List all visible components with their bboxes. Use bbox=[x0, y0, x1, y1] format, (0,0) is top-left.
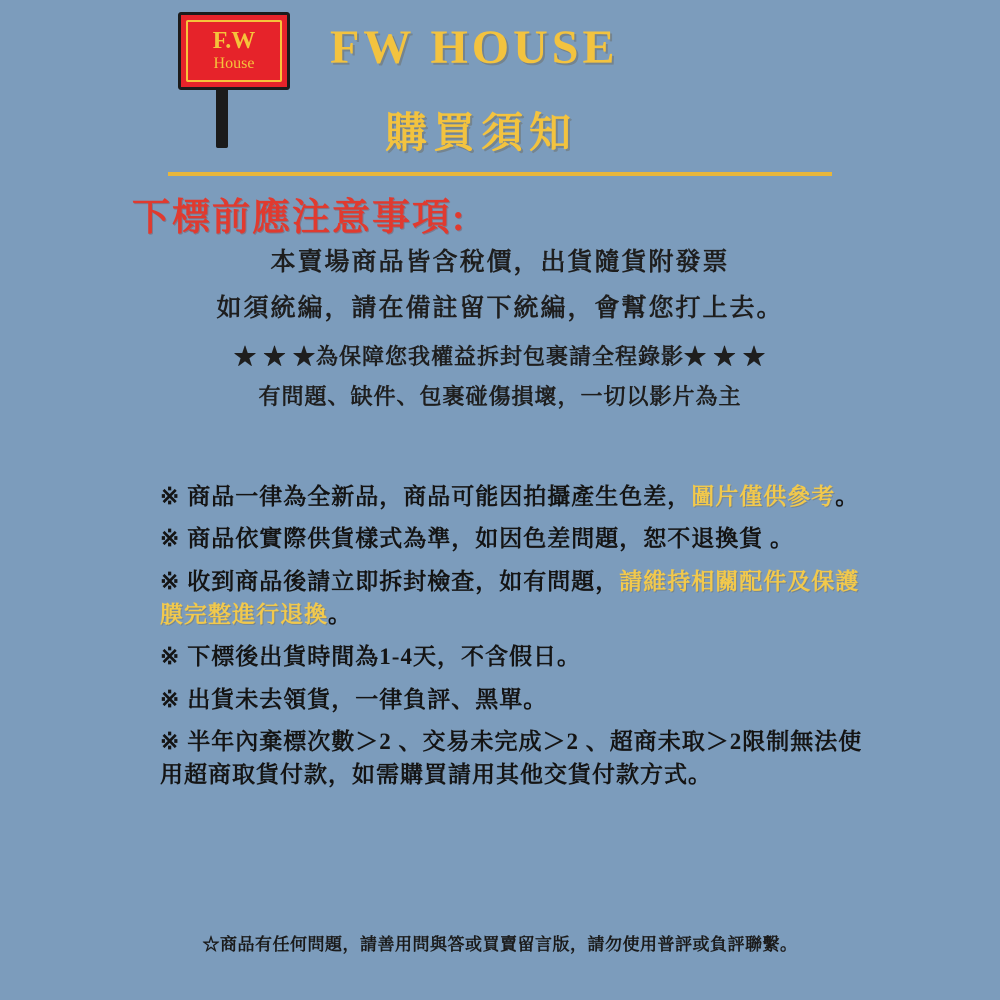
intro-line-4: 有問題、缺件、包裹碰傷損壞，一切以影片為主 bbox=[258, 384, 742, 410]
rule-bullet-icon: ※ bbox=[160, 484, 181, 509]
logo-board-inner bbox=[186, 20, 282, 82]
rule-bullet-icon: ※ bbox=[160, 729, 181, 755]
rule-text: 半年內棄標次數＞2 、交易未完成＞2 、超商未取＞2限制無法使用超商取貨付款，如需購買請用其他交貨付款方式。 bbox=[160, 729, 863, 788]
rule-bullet-icon: ※ bbox=[160, 644, 181, 670]
rules-list bbox=[160, 480, 880, 801]
rule-bullet-icon: ※ bbox=[160, 686, 181, 712]
rule-item bbox=[160, 522, 880, 555]
rule-text: 。 bbox=[328, 602, 352, 628]
rule-item bbox=[160, 725, 880, 792]
rule-text: 商品依實際供貨樣式為準，如因色差問題，恕不退換貨 。 bbox=[187, 526, 795, 552]
logo-text-house: House bbox=[213, 55, 255, 73]
page-title: FW HOUSE bbox=[330, 21, 619, 74]
rule-bullet-icon: ※ bbox=[160, 568, 181, 594]
brand-logo bbox=[168, 8, 298, 158]
logo-text-fw: F.W bbox=[212, 28, 256, 55]
page-subtitle: 購買須知 bbox=[385, 111, 578, 157]
intro-line-3: ★ ★ ★為保障您我權益拆封包裹請全程錄影★ ★ ★ bbox=[233, 344, 766, 369]
rule-bullet-icon: ※ bbox=[160, 526, 181, 552]
intro-line-1: 本賣場商品皆含稅價，出貨隨貨附發票 bbox=[270, 249, 730, 276]
notice-intro bbox=[0, 248, 1000, 411]
rule-item bbox=[160, 480, 880, 513]
rule-item bbox=[160, 640, 880, 673]
logo-board bbox=[178, 12, 290, 90]
logo-signpost bbox=[216, 88, 228, 148]
footer-note: ☆商品有任何問題，請善用問與答或買賣留言版，請勿使用普評或負評聯繫。 bbox=[202, 935, 798, 954]
rule-text: 出貨未去領貨，一律負評、黑單。 bbox=[187, 686, 548, 712]
notice-heading: 下標前應注意事項: bbox=[132, 197, 467, 239]
rule-text-highlight: 請維持相關配件及保護膜完整進行退換 bbox=[160, 568, 860, 628]
intro-line-2: 如須統編，請在備註留下統編，會幫您打上去。 bbox=[216, 295, 784, 322]
rule-item bbox=[160, 565, 880, 632]
rule-text: 。 bbox=[835, 484, 860, 509]
rule-text: 下標後出貨時間為1-4天，不含假日。 bbox=[187, 644, 581, 670]
rule-item bbox=[160, 683, 880, 716]
rule-text: 收到商品後請立即拆封檢查，如有問題， bbox=[187, 568, 620, 594]
rule-text-highlight: 圖片僅供參考 bbox=[691, 484, 836, 509]
rule-text: 商品一律為全新品，商品可能因拍攝產生色差， bbox=[187, 484, 692, 509]
header-divider bbox=[168, 172, 832, 176]
